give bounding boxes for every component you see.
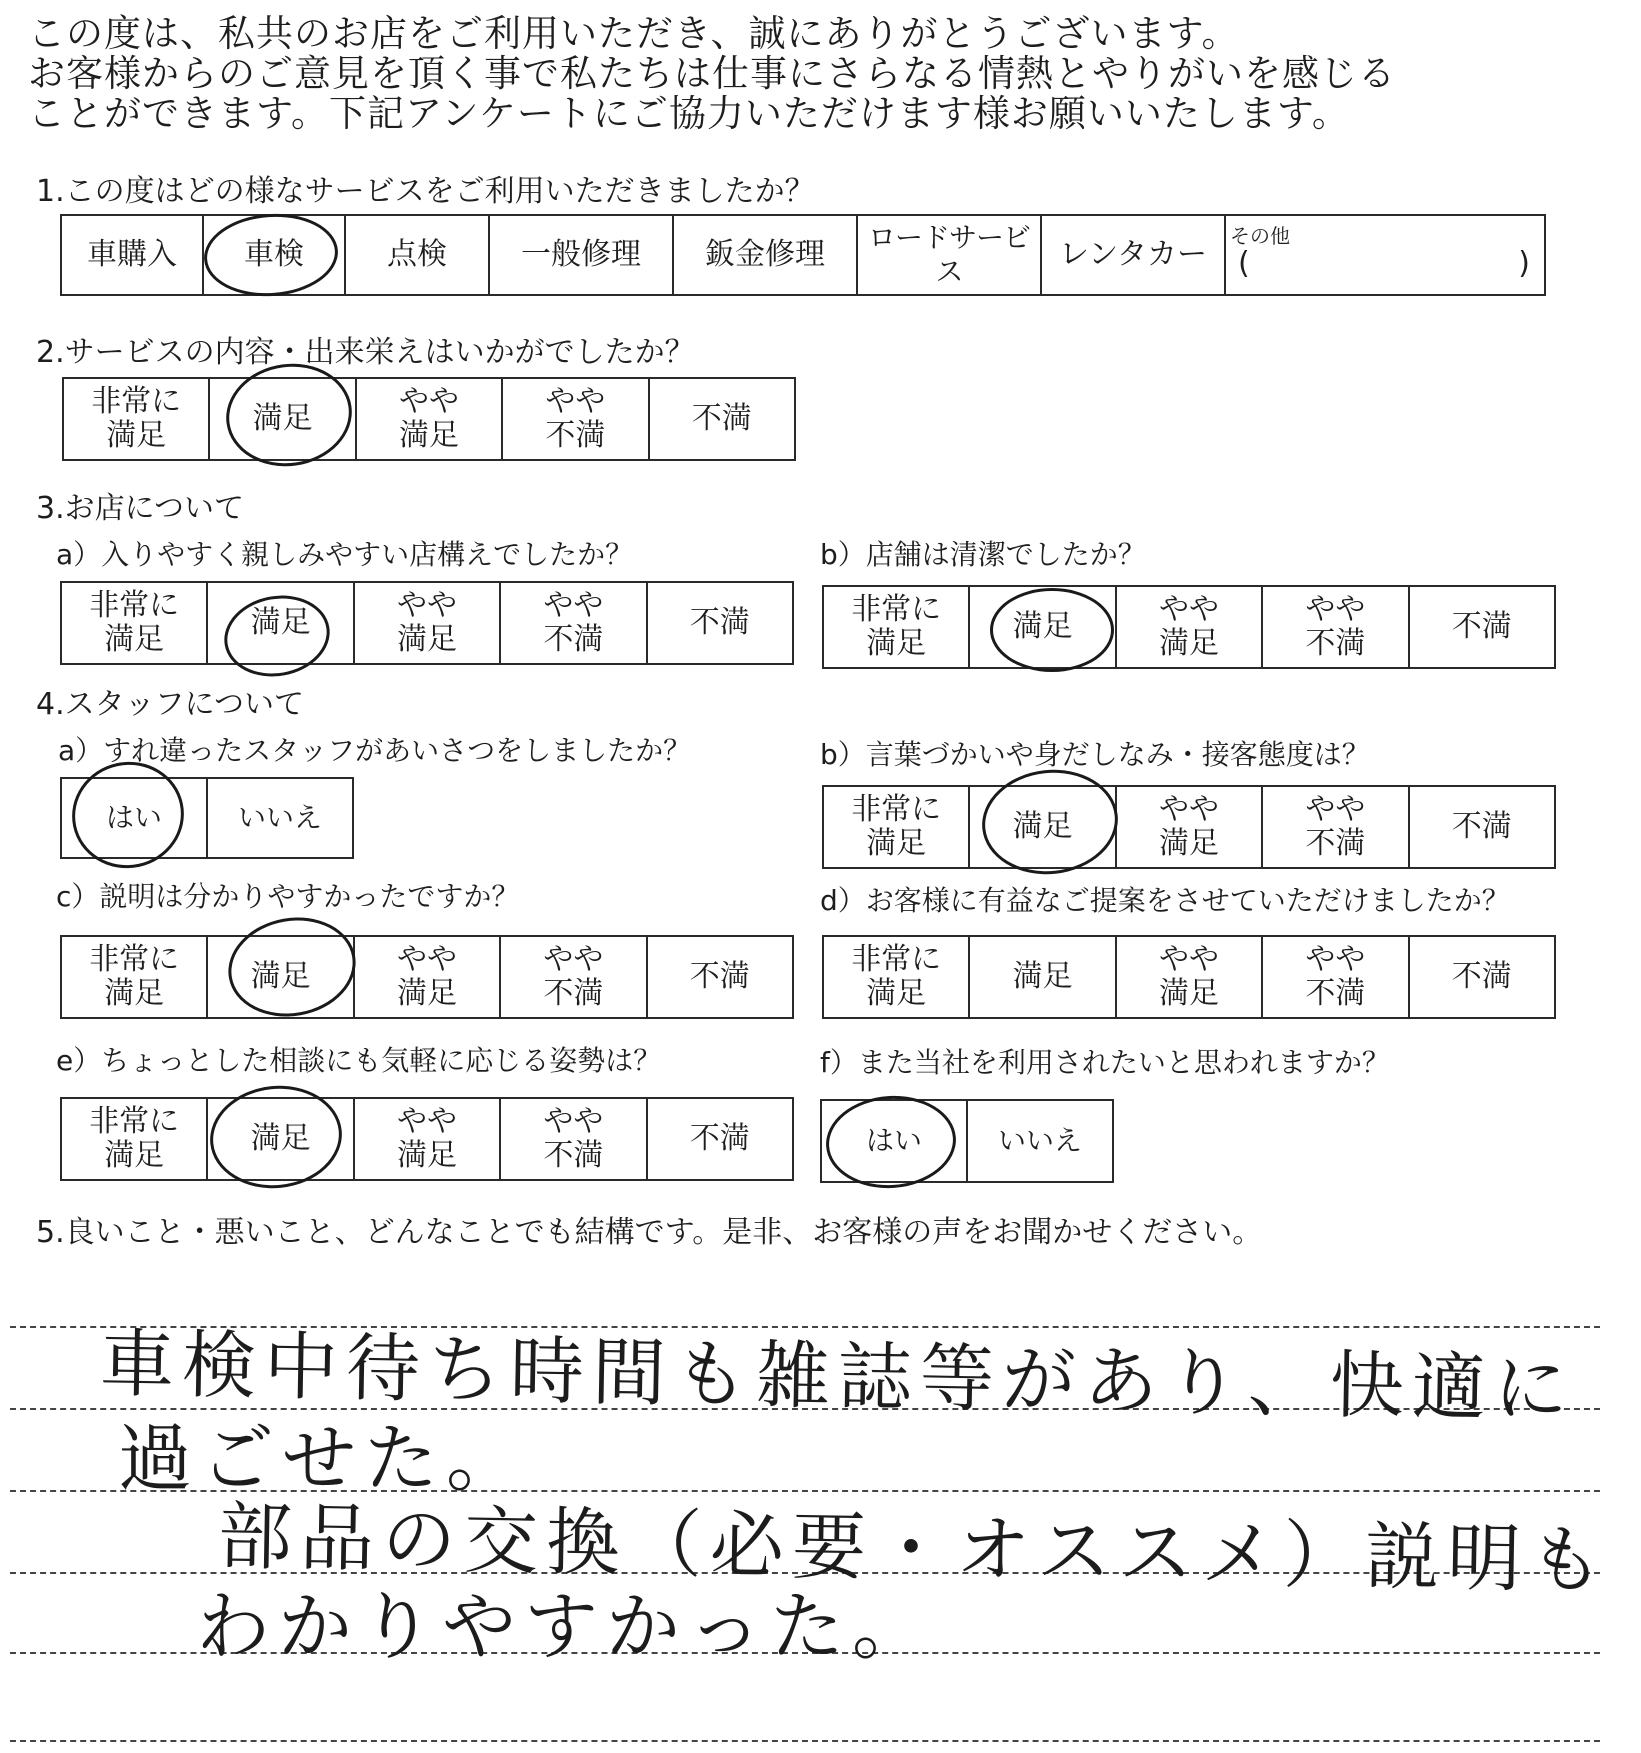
opt-very-satisfied[interactable]: 非常に 満足 bbox=[61, 582, 207, 664]
question-3a-label: a）入りやすく親しみやすい店構えでしたか？ bbox=[56, 538, 634, 571]
intro-line-2: お客様からのご意見を頂く事で私たちは仕事にさらなる情熱とやりがいを感じる bbox=[28, 52, 1396, 95]
opt-no[interactable]: いいえ bbox=[967, 1100, 1113, 1182]
opt-satisfied[interactable]: 満足 bbox=[209, 378, 355, 460]
question-4f-label: f）また当社を利用されたいと思われますか？ bbox=[820, 1046, 1390, 1079]
option-checkup[interactable]: 点検 bbox=[345, 215, 489, 295]
opt-somewhat-satisfied[interactable]: やや 満足 bbox=[354, 936, 500, 1018]
opt-dissatisfied[interactable]: 不満 bbox=[649, 378, 795, 460]
opt-somewhat-satisfied[interactable]: やや 満足 bbox=[354, 582, 500, 664]
comment-text-line-2: 過ごせた。 bbox=[118, 1416, 528, 1502]
opt-somewhat-dissatisfied[interactable]: やや 不満 bbox=[500, 936, 646, 1018]
question-4a-label: a）すれ違ったスタッフがあいさつをしましたか？ bbox=[58, 734, 692, 767]
comment-text-line-3: 部品の交換（必要・オススメ）説明も bbox=[217, 1493, 1612, 1605]
option-rental-car[interactable]: レンタカー bbox=[1041, 215, 1225, 295]
opt-satisfied[interactable]: 満足 bbox=[207, 936, 353, 1018]
option-inspection[interactable]: 車検 bbox=[203, 215, 345, 295]
opt-very-satisfied[interactable]: 非常に 満足 bbox=[823, 936, 969, 1018]
opt-satisfied[interactable]: 満足 bbox=[969, 786, 1115, 868]
opt-satisfied[interactable]: 満足 bbox=[969, 586, 1115, 668]
opt-very-satisfied[interactable]: 非常に 満足 bbox=[61, 936, 207, 1018]
intro-line-1: この度は、私共のお店をご利用いただき、誠にありがとうございます。 bbox=[28, 12, 1240, 55]
opt-somewhat-satisfied[interactable]: やや 満足 bbox=[1116, 936, 1262, 1018]
opt-dissatisfied[interactable]: 不満 bbox=[1409, 786, 1555, 868]
opt-somewhat-satisfied[interactable]: やや 満足 bbox=[354, 1098, 500, 1180]
opt-yes[interactable]: はい bbox=[61, 778, 207, 858]
opt-satisfied[interactable]: 満足 bbox=[207, 1098, 353, 1180]
question-1-options bbox=[60, 214, 1546, 296]
other-label: その他 bbox=[1230, 224, 1290, 248]
question-4b-options bbox=[822, 785, 1556, 869]
comment-text-line-4: わかりやすかった。 bbox=[196, 1584, 934, 1670]
question-1-label: 1.この度はどの様なサービスをご利用いただきましたか？ bbox=[36, 174, 815, 209]
opt-dissatisfied[interactable]: 不満 bbox=[1409, 936, 1555, 1018]
opt-somewhat-satisfied[interactable]: やや 満足 bbox=[1116, 786, 1262, 868]
option-body-repair[interactable]: 鈑金修理 bbox=[673, 215, 857, 295]
question-4f-options bbox=[820, 1099, 1114, 1183]
question-3a-options bbox=[60, 581, 794, 665]
opt-somewhat-dissatisfied[interactable]: やや 不満 bbox=[1262, 786, 1408, 868]
option-general-repair[interactable]: 一般修理 bbox=[489, 215, 673, 295]
option-road-service[interactable]: ロードサービス bbox=[857, 215, 1041, 295]
question-4c-options bbox=[60, 935, 794, 1019]
other-input[interactable]: ( ) bbox=[1238, 246, 1530, 281]
question-3b-label: b）店舗は清潔でしたか？ bbox=[820, 538, 1146, 571]
question-3-label: 3.お店について bbox=[36, 491, 245, 526]
opt-dissatisfied[interactable]: 不満 bbox=[647, 1098, 793, 1180]
opt-somewhat-dissatisfied[interactable]: やや 不満 bbox=[1262, 936, 1408, 1018]
opt-no[interactable]: いいえ bbox=[207, 778, 353, 858]
opt-very-satisfied[interactable]: 非常に 満足 bbox=[61, 1098, 207, 1180]
question-2-options bbox=[62, 377, 796, 461]
option-car-purchase[interactable]: 車購入 bbox=[61, 215, 203, 295]
question-3b-options bbox=[822, 585, 1556, 669]
opt-somewhat-dissatisfied[interactable]: やや 不満 bbox=[500, 582, 646, 664]
opt-satisfied[interactable]: 満足 bbox=[207, 582, 353, 664]
intro-text bbox=[28, 14, 1396, 134]
question-4-label: 4.スタッフについて bbox=[36, 687, 305, 722]
opt-very-satisfied[interactable]: 非常に 満足 bbox=[63, 378, 209, 460]
question-4a-options bbox=[60, 777, 354, 859]
question-5-label: 5.良いこと・悪いこと、どんなことでも結構です。是非、お客様の声をお聞かせください。 bbox=[36, 1215, 1263, 1250]
question-4c-label: c）説明は分かりやすかったですか？ bbox=[56, 880, 520, 913]
opt-somewhat-dissatisfied[interactable]: やや 不満 bbox=[1262, 586, 1408, 668]
question-2-label: 2.サービスの内容・出来栄えはいかがでしたか？ bbox=[36, 335, 695, 370]
opt-somewhat-dissatisfied[interactable]: やや 不満 bbox=[502, 378, 648, 460]
question-4d-label: d）お客様に有益なご提案をさせていただけましたか？ bbox=[820, 884, 1510, 917]
question-4d-options bbox=[822, 935, 1556, 1019]
opt-dissatisfied[interactable]: 不満 bbox=[647, 582, 793, 664]
opt-dissatisfied[interactable]: 不満 bbox=[1409, 586, 1555, 668]
question-4e-label: e）ちょっとした相談にも気軽に応じる姿勢は？ bbox=[56, 1044, 662, 1077]
opt-somewhat-dissatisfied[interactable]: やや 不満 bbox=[500, 1098, 646, 1180]
option-other[interactable] bbox=[1225, 215, 1545, 295]
opt-yes[interactable]: はい bbox=[821, 1100, 967, 1182]
comment-line-6 bbox=[10, 1740, 1600, 1742]
opt-dissatisfied[interactable]: 不満 bbox=[647, 936, 793, 1018]
opt-somewhat-satisfied[interactable]: やや 満足 bbox=[1116, 586, 1262, 668]
opt-very-satisfied[interactable]: 非常に 満足 bbox=[823, 586, 969, 668]
comment-text-line-1: 車検中待ち時間も雑誌等があり、快適に bbox=[99, 1321, 1577, 1433]
opt-somewhat-satisfied[interactable]: やや 満足 bbox=[356, 378, 502, 460]
opt-very-satisfied[interactable]: 非常に 満足 bbox=[823, 786, 969, 868]
question-4b-label: b）言葉づかいや身だしなみ・接客態度は？ bbox=[820, 738, 1370, 771]
question-4e-options bbox=[60, 1097, 794, 1181]
opt-satisfied[interactable]: 満足 bbox=[969, 936, 1115, 1018]
intro-line-3: ことができます。下記アンケートにご協力いただけます様お願いいたします。 bbox=[28, 92, 1350, 135]
